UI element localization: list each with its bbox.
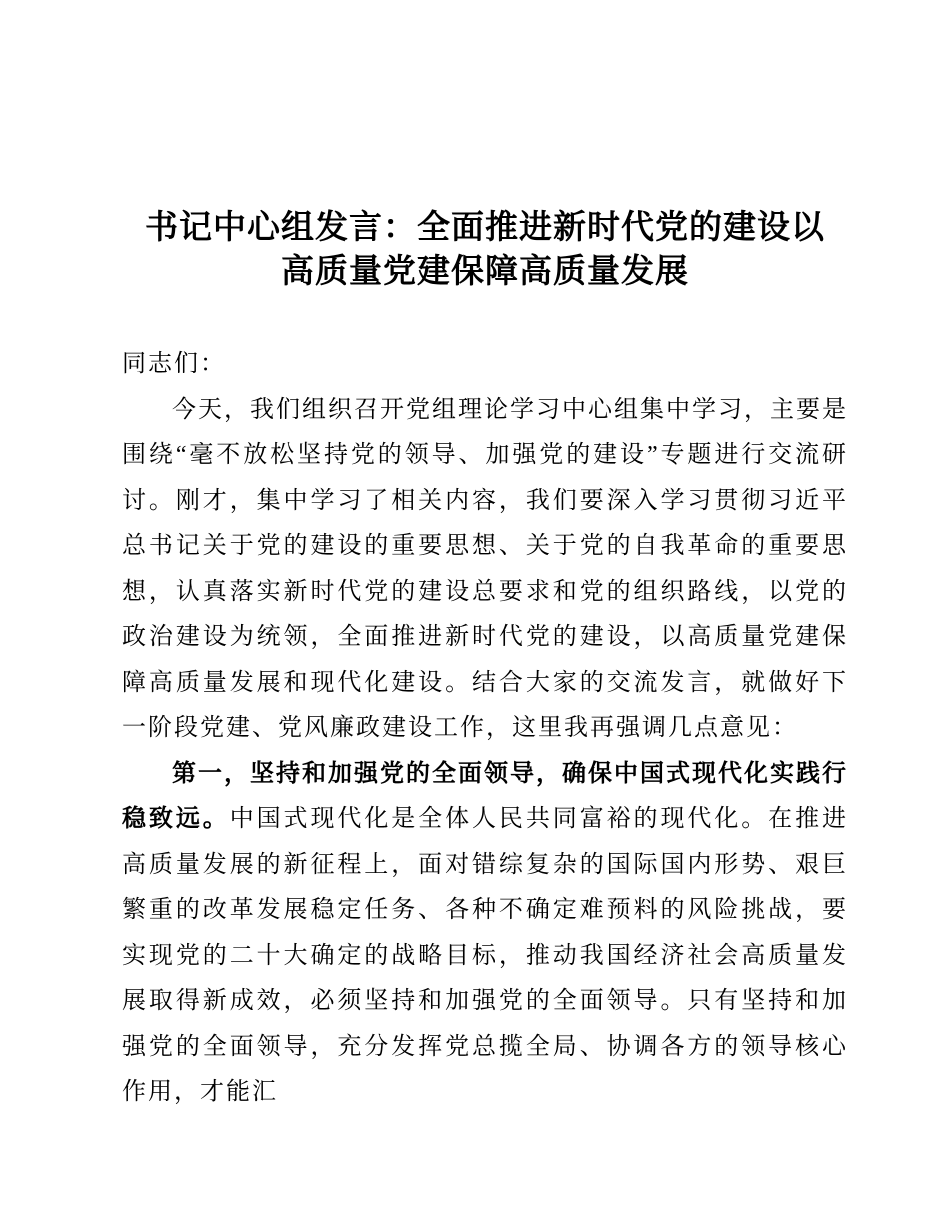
title-line-1: 书记中心组发言：全面推进新时代党的建设以 — [145, 210, 825, 246]
paragraph-first-point — [122, 752, 848, 1116]
paragraph-intro: 今天，我们组织召开党组理论学习中心组集中学习，主要是围绕“毫不放松坚持党的领导、加强党的建设”专题进行交流研讨。刚才，集中学习了相关内容，我们要深入学习贯彻习近平总书记关于党的建设的重要思想、关于党的自我革命的重要思想，认真落实新时代党的建设总要求和党的组织路线，以党的政治建设为统领，全面推进新时代党的建设，以高质量党建保障高质量发展和现代化建设。结合大家的交流发言，就做好下一阶段党建、党风廉政建设工作，这里我再强调几点意见： — [122, 396, 848, 741]
document-title — [122, 206, 848, 294]
paragraph-first-point-text: 中国式现代化是全体人民共同富裕的现代化。在推进高质量发展的新征程上，面对错综复杂的国际国内形势、艰巨繁重的改革发展稳定任务、各种不确定难预料的风险挑战，要实现党的二十大确定的战略目标，推动我国经济社会高质量发展取得新成效，必须坚持和加强党的全面领导。只有坚持和加强党的全面领导，充分发挥党总揽全局、协调各方的领导核心作用，才能汇 — [122, 806, 849, 1105]
paragraph-first-point-lead: 第一，坚持和加强党的全面领导，确保中国式现代化实践行稳致远。 — [122, 760, 848, 832]
title-line-2: 高质量党建保障高质量发展 — [281, 254, 689, 290]
salutation: 同志们： — [122, 351, 226, 377]
